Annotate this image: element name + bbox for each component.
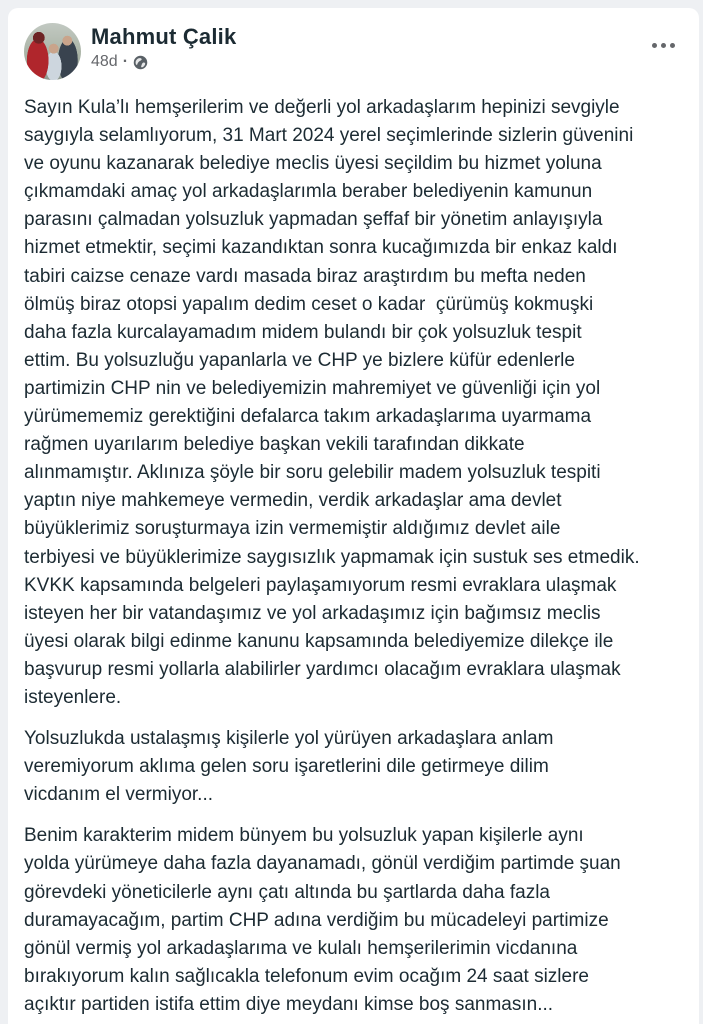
- post-text-line: isteyenlere.: [24, 686, 122, 708]
- post-card: [8, 8, 699, 1024]
- post-text-line: daha fazla kurcalayamadım midem bulandı bir çok yolsuzluk tespit: [24, 321, 582, 343]
- post-paragraph: [24, 822, 683, 1019]
- post-text-line: ve oyunu kazanarak belediye meclis üyesi seçildim bu hizmet yoluna: [24, 153, 602, 175]
- header-text-block: [91, 24, 236, 71]
- post-text-line: çıkmamdaki amaç yol arkadaşlarımla beraber belediyenin kamunun: [24, 181, 593, 203]
- post-text-line: duramayacağım, partim CHP adına verdiğim bu mücadeleyi partimize: [24, 909, 609, 931]
- meta-separator: ·: [122, 53, 129, 70]
- post-text-line: veremiyorum aklıma gelen soru işaretlerini dile getirmeye dilim: [24, 756, 549, 778]
- post-text-line: yürümememiz gerektiğini defalarca takım arkadaşlarıma uyarmama: [24, 406, 592, 428]
- post-meta: [91, 53, 236, 71]
- globe-icon: [133, 55, 148, 70]
- post-text-line: açıktır partiden istifa ettim diye meydanı kimse boş sanmasın...: [24, 993, 554, 1015]
- post-text-line: yolda yürümeye daha fazla dayanamadı, gönül verdiğim partimde şuan: [24, 853, 621, 875]
- post-text-line: rağmen uyarılarım belediye başkan vekili tarafından dikkate: [24, 434, 525, 456]
- post-paragraph: [24, 94, 683, 712]
- post-text-line: görevdeki yöneticilerle aynı çatı altında bu şartlarda daha fazla: [24, 881, 550, 903]
- post-text-line: alınmamıştır. Aklınıza şöyle bir soru gelebilir madem yolsuzluk tespiti: [24, 462, 601, 484]
- post-text-line: partimizin CHP nin ve belediyemizin mahremiyet ve güvenliği için yol: [24, 377, 601, 399]
- post-text-line: terbiyesi ve büyüklerimize saygısızlık yapmamak için sustuk ses etmedik.: [24, 546, 640, 568]
- post-text-line: Benim karakterim midem bünyem bu yolsuzluk yapan kişilerle aynı: [24, 825, 584, 847]
- post-text-line: ölmüş biraz otopsi yapalım dedim ceset o kadar çürümüş kokmuşki: [24, 293, 594, 315]
- post-header: [24, 23, 683, 80]
- ellipsis-icon: [661, 43, 666, 48]
- post-paragraph: [24, 725, 683, 809]
- post-text-line: bırakıyorum kalın sağlıcakla telefonum evim ocağım 24 saat sizlere: [24, 965, 589, 987]
- post-text-line: parasını çalmadan yolsuzluk yapmadan şeffaf bir yönetim anlayışıyla: [24, 209, 603, 231]
- ellipsis-icon: [652, 43, 657, 48]
- profile-avatar[interactable]: [24, 23, 81, 80]
- post-text-line: Sayın Kula’lı hemşerilerim ve değerli yol arkadaşlarım hepinizi sevgiyle: [24, 97, 620, 118]
- post-text-line: isteyen her bir vatandaşımız ve yol arkadaşımız için bağımsız meclis: [24, 602, 601, 624]
- post-options-button[interactable]: [644, 35, 683, 56]
- timestamp[interactable]: 48d: [91, 53, 118, 70]
- post-text-line: KVKK kapsamında belgeleri paylaşamıyorum resmi evraklara ulaşmak: [24, 574, 617, 596]
- post-text-line: ettim. Bu yolsuzluğu yapanlarla ve CHP ye bizlere küfür edenlerle: [24, 349, 575, 371]
- ellipsis-icon: [670, 43, 675, 48]
- post-text-line: hizmet etmektir, seçimi kazandıktan sonra kucağımızda bir enkaz kaldı: [24, 237, 618, 259]
- post-text-line: üyesi olarak bilgi edinme kanunu kapsamında belediyemize dilekçe ile: [24, 630, 614, 652]
- post-content: [24, 94, 683, 1019]
- post-text-line: gönül vermiş yol arkadaşlarıma ve kulalı hemşerilerimin vicdanına: [24, 937, 578, 959]
- post-text-line: saygıyla selamlıyorum, 31 Mart 2024 yerel seçimlerinde sizlerin güvenini: [24, 125, 634, 147]
- post-text-line: vicdanım el vermiyor...: [24, 784, 213, 806]
- author-name[interactable]: Mahmut Çalik: [91, 24, 237, 49]
- post-text-line: Yolsuzlukda ustalaşmış kişilerle yol yürüyen arkadaşlara anlam: [24, 728, 554, 750]
- post-text-line: başvurup resmi yollarla alabilirler yardımcı olacağım evraklara ulaşmak: [24, 658, 621, 680]
- post-text-line: tabiri caizse cenaze vardı masada biraz araştırdım bu mefta neden: [24, 265, 586, 287]
- post-text-line: büyüklerimiz soruşturmaya izin vermemiştir aldığımız devlet aile: [24, 518, 561, 540]
- post-text-line: yaptın niye mahkemeye vermedin, verdik arkadaşlar ama devlet: [24, 490, 562, 512]
